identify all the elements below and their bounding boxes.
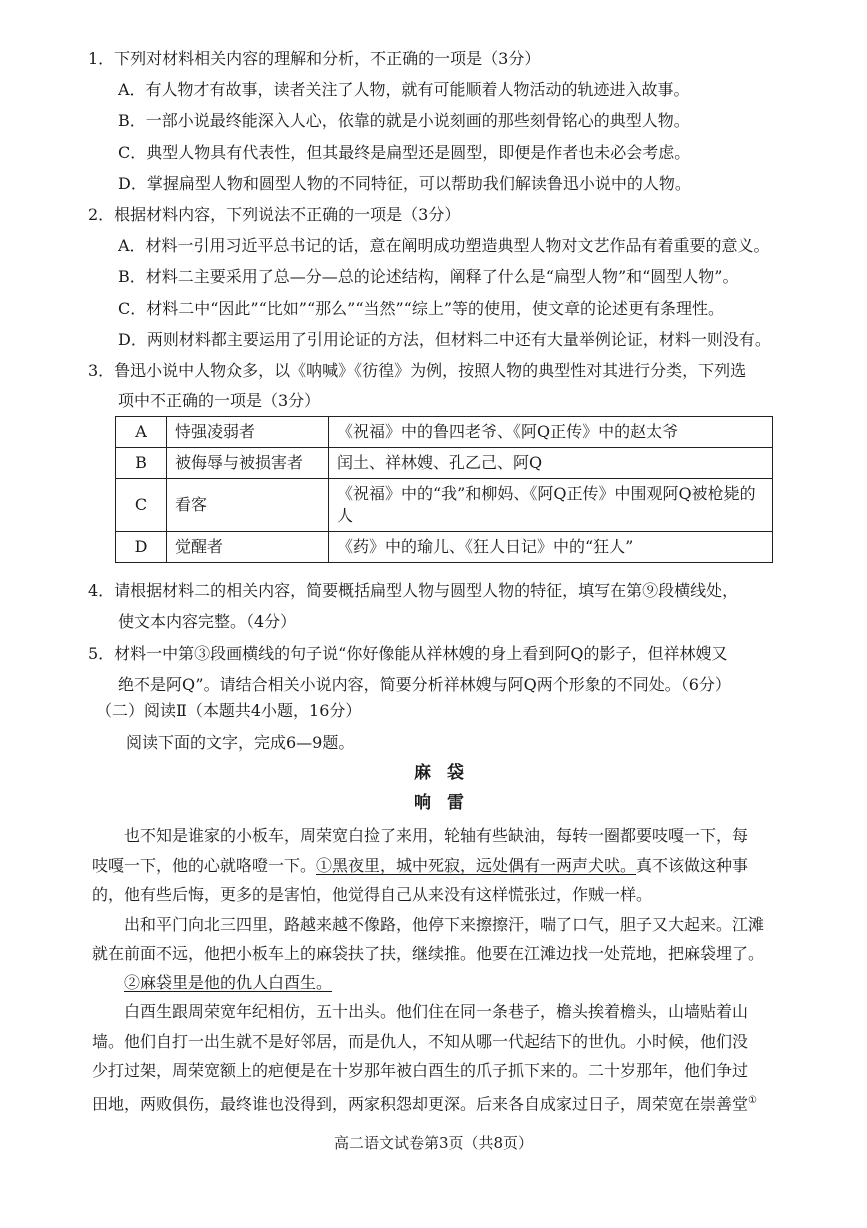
q1-option-b: B．一部小说最终能深入人心，依靠的就是小说刻画的那些刻骨铭心的典型人物。 (118, 111, 690, 130)
underlined-sentence-2: ②麻袋里是他的仇人白酉生。 (124, 973, 333, 992)
row-examples: 《祝福》中的“我”和柳妈、《阿Q正传》中围观阿Q被枪毙的人 (329, 479, 773, 532)
table-row (116, 532, 773, 563)
q1-option-a: A．有人物才有故事，读者关注了人物，就有可能顺着人物活动的轨迹进入故事。 (118, 80, 690, 99)
story-p4-line2: 墙。他们自打一出生就不是好邻居，而是仇人，不知从哪一代起结下的世仇。小时候，他们没 (92, 1032, 749, 1051)
table-row (116, 417, 773, 448)
q3-stem-line2: 项中不正确的一项是（3分） (118, 391, 321, 410)
story-p2-line1: 出和平门向北三四里，路越来越不像路，他停下来擦擦汗，喘了口气，胆子又大起来。江滩 (124, 915, 765, 934)
story-p4-line1: 白酉生跟周荣宽年纪相仿，五十出头。他们住在同一条巷子，檐头挨着檐头，山墙贴着山 (124, 1002, 749, 1021)
row-type: 觉醒者 (167, 532, 329, 563)
story-p4-line4 (92, 1090, 757, 1115)
row-letter: D (116, 532, 167, 563)
q2-option-d: D．两则材料都主要运用了引用论证的方法，但材料二中还有大量举例论证，材料一则没有。 (118, 330, 771, 349)
q2-option-b: B．材料二主要采用了总—分—总的论述结构，阐释了什么是“扁型人物”和“圆型人物”。 (118, 267, 739, 286)
story-p2-line2: 就在前面不远，他把小板车上的麻袋扶了扶，继续推。他要在江滩边找一处荒地，把麻袋埋了。 (92, 944, 765, 963)
row-examples: 《药》中的瑜儿、《狂人日记》中的“狂人” (329, 532, 773, 563)
row-letter: A (116, 417, 167, 448)
row-examples: 《祝福》中的鲁四老爷、《阿Q正传》中的赵太爷 (329, 417, 773, 448)
story-text: 吱嘎一下，他的心就咯噔一下。 (92, 856, 317, 875)
classification-table (115, 416, 773, 563)
q2-option-c: C．材料二中“因此”“比如”“那么”“当然”“综上”等的使用，使文章的论述更有条理性。 (118, 299, 725, 318)
underlined-sentence-1: ①黑夜里，城中死寂，远处偶有一两声犬吠。 (316, 856, 637, 875)
row-letter: C (116, 479, 167, 532)
footnote-marker: ① (748, 1095, 757, 1106)
q3-stem-line1: 3．鲁迅小说中人物众多，以《呐喊》《彷徨》为例，按照人物的典型性对其进行分类，下列选 (88, 361, 747, 380)
story-title: 麻袋 (414, 763, 480, 783)
q2-option-a: A．材料一引用习近平总书记的话，意在阐明成功塑造典型人物对文艺作品有着重要的意义。 (118, 236, 770, 255)
story-p1-line2 (92, 855, 748, 877)
row-letter: B (116, 448, 167, 479)
table-row (116, 448, 773, 479)
section-instruction: 阅读下面的文字，完成6—9题。 (126, 733, 355, 752)
row-type: 恃强凌弱者 (167, 417, 329, 448)
row-type: 看客 (167, 479, 329, 532)
q5-line2: 绝不是阿Q”。请结合相关小说内容，简要分析祥林嫂与阿Q两个形象的不同处。（6分） (118, 675, 731, 694)
story-p4-line3: 少打过架，周荣宽额上的疤便是在十岁那年被白酉生的爪子抓下来的。二十岁那年，他们争过 (92, 1061, 749, 1080)
q1-option-c: C．典型人物具有代表性，但其最终是扁型还是圆型，即便是作者也未必会考虑。 (118, 143, 691, 162)
story-p1-line1: 也不知是谁家的小板车，周荣宽白捡了来用，轮轴有些缺油，每转一圈都要吱嘎一下，每 (124, 826, 749, 845)
q1-stem: 1．下列对材料相关内容的理解和分析，不正确的一项是（3分） (88, 49, 541, 68)
story-author: 响雷 (414, 793, 480, 813)
q5-line1: 5．材料一中第③段画横线的句子说“你好像能从祥林嫂的身上看到阿Q的影子，但祥林嫂又 (88, 644, 728, 663)
q4-line1: 4．请根据材料二的相关内容，简要概括扁型人物与圆型人物的特征，填写在第⑨段横线处， (88, 581, 739, 600)
section-heading: （二）阅读Ⅱ（本题共4小题，16分） (96, 701, 362, 720)
row-examples: 闰土、祥林嫂、孔乙己、阿Q (329, 448, 773, 479)
q2-stem: 2．根据材料内容，下列说法不正确的一项是（3分） (88, 205, 461, 224)
q4-line2: 使文本内容完整。（4分） (118, 612, 297, 631)
table-row (116, 479, 773, 532)
row-type: 被侮辱与被损害者 (167, 448, 329, 479)
story-text: 真不该做这种事 (636, 856, 749, 875)
q1-option-d: D．掌握扁型人物和圆型人物的不同特征，可以帮助我们解读鲁迅小说中的人物。 (118, 174, 691, 193)
story-p1-line3: 的，他有些后悔，更多的是害怕，他觉得自己从来没有这样慌张过，作贼一样。 (92, 885, 653, 904)
page-footer: 高二语文试卷第3页（共8页） (333, 1134, 534, 1152)
story-text: 田地，两败俱伤，最终谁也没得到，两家积怨却更深。后来各自成家过日子，周荣宽在崇善堂 (92, 1094, 749, 1114)
